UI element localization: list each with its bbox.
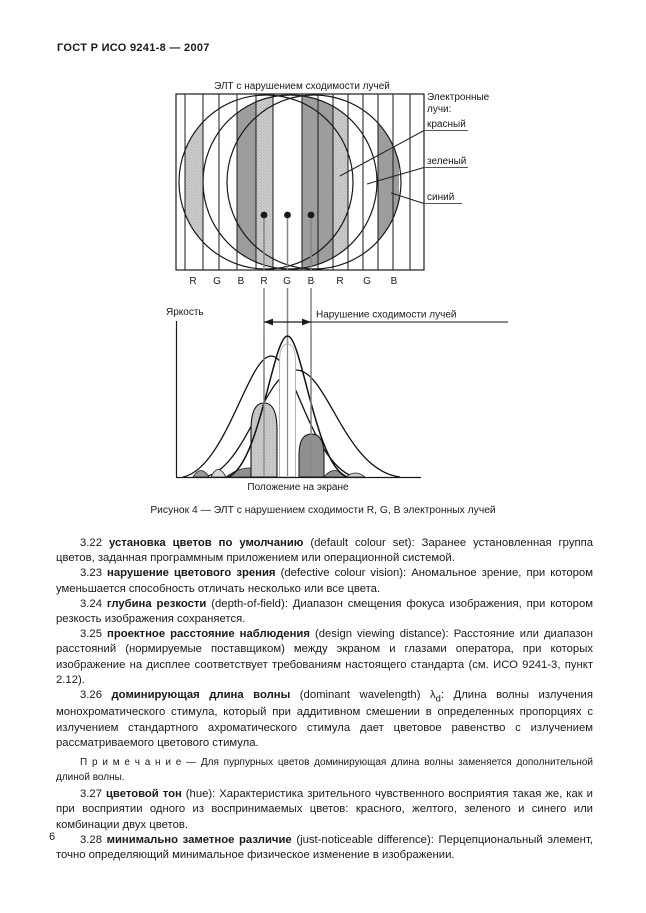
- definition-term: нарушение цветового зрения: [107, 567, 276, 580]
- definition-number: 3.24: [80, 597, 107, 610]
- stripe-label: G: [213, 276, 221, 287]
- definition-body: (just-noticeable difference): Перцепциональный элемент, точно определяющий минимальное физическое изменение в изображении.: [56, 833, 593, 862]
- definition-3-25: [56, 627, 593, 688]
- document-header: ГОСТ Р ИСО 9241-8 — 2007: [57, 42, 210, 54]
- legend-label-red: красный: [427, 119, 466, 130]
- stripe-label: R: [260, 276, 268, 287]
- definition-number: 3.28: [80, 833, 107, 846]
- definition-term: установка цветов по умолчанию: [108, 537, 304, 549]
- stripe-label: G: [283, 276, 291, 287]
- definitions-section: [56, 536, 593, 863]
- definition-3-24: [56, 597, 593, 627]
- misconvergence-annotation: [264, 310, 508, 326]
- definition-term: цветовой тон: [105, 788, 182, 801]
- brightness-chart: [166, 307, 421, 493]
- stripe-label: G: [363, 276, 371, 287]
- definition-body: (depth-of-field): Диапазон смещения фокуса изображения, при котором резкость изображения сохраняется.: [56, 597, 593, 626]
- stripe-label: B: [307, 276, 315, 287]
- note-text: — Для пурпурных цветов доминирующая длина волны заменяется дополнительной длиной волны.: [56, 757, 594, 783]
- definition-term: проектное расстояние наблюдения: [107, 628, 310, 641]
- legend-label-blue: синий: [427, 192, 455, 203]
- definition-body: (design viewing distance): Расстояние или диапазон расстояний (нормируемые поставщиком) между экраном и глазами оператора, при которых изображение на дисплее соответствует требованиям настоящего стандарта (см. ИСО 9241-3, пункт 2.12).: [56, 628, 593, 686]
- definition-body: (hue): Характеристика зрительного чувственного восприятия такая же, как и при восприятии одного из воспринимаемых цветов: красного, желтого, зеленого и синего или комбинации двух цветов.: [56, 788, 593, 831]
- definition-3-22: [56, 536, 593, 566]
- page-number: 6: [49, 831, 56, 843]
- note-paragraph: [56, 756, 593, 785]
- definition-number: 3.22: [80, 537, 109, 549]
- definition-term: минимально заметное различие: [106, 833, 292, 846]
- definition-body: (defective colour vision): Аномальное зрение, при котором уменьшается способность отличать несколько или все цвета.: [56, 567, 593, 595]
- stripe-label: B: [237, 276, 245, 287]
- definition-body: (dominant wavelength) λ: [290, 689, 436, 702]
- definition-3-26: [56, 688, 593, 751]
- definition-number: 3.26: [80, 689, 112, 702]
- wavelength-subscript: d: [435, 692, 441, 704]
- stripe-label: B: [390, 276, 398, 287]
- legend-label-green: зеленый: [427, 156, 467, 167]
- stripe-label: R: [336, 276, 344, 287]
- definition-3-27: [56, 787, 593, 833]
- brightness-axis-label: Яркость: [166, 307, 204, 318]
- position-axis-label: Положение на экране: [247, 482, 349, 493]
- legend-heading-line2: лучи:: [427, 104, 452, 115]
- definition-body: (default colour set): Заранее установленная группа цветов, заданная программным приложением или операционной системой.: [56, 537, 593, 565]
- note-label: П р и м е ч а н и е: [80, 757, 182, 769]
- figure-caption: Рисунок 4 — ЭЛТ с нарушением сходимости R, G, B электронных лучей: [150, 505, 496, 516]
- definition-3-23: [56, 566, 593, 596]
- crt-screen: [176, 94, 424, 270]
- definition-3-28: [56, 833, 593, 863]
- definition-term: доминирующая длина волны: [111, 689, 291, 702]
- legend-heading-line1: Электронные: [427, 92, 490, 103]
- definition-term: глубина резкости: [106, 597, 207, 610]
- definition-body: : Длина волны излучения монохроматического стимула, который при аддитивном смешении в определенных пропорциях с излучением стандартного ахроматического стимула дает цветовое равенство с излучением рассматриваемого цветового стимула.: [56, 689, 593, 749]
- misconvergence-label: Нарушение сходимости лучей: [316, 309, 457, 321]
- definition-number: 3.25: [80, 628, 107, 641]
- definition-number: 3.27: [80, 788, 106, 801]
- stripe-label: R: [189, 276, 197, 287]
- definition-number: 3.23: [80, 567, 108, 580]
- stripe-label-row: [189, 276, 397, 287]
- crt-title: ЭЛТ с нарушением сходимости лучей: [214, 81, 390, 92]
